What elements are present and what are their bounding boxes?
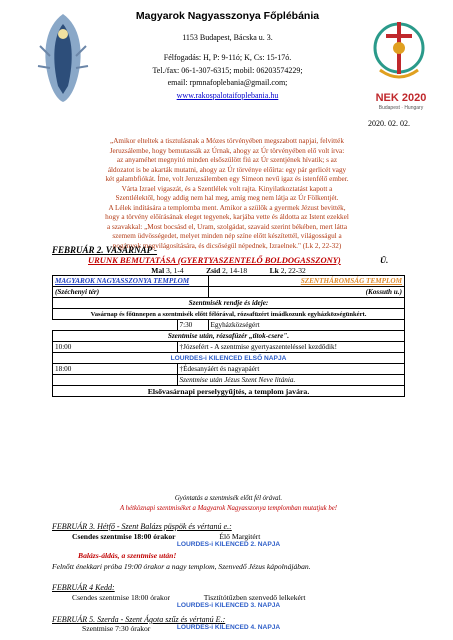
church-right-name: SZENTHÁROMSÁG TEMPLOM	[300, 277, 402, 285]
quote-line: pogányok megvilágosítására, és dicsőségül népednek, Izraelnek." (Lk 2, 22-32)	[112, 241, 342, 250]
day-mass: Szentmise 7:30 órakor	[82, 624, 151, 633]
sunday-feast: URUNK BEMUTATÁSA (GYERTYASZENTELŐ BOLDOGASSZONY)	[88, 255, 341, 265]
parish-logo	[28, 6, 98, 106]
mass-intention: Egyházközségért	[208, 320, 405, 331]
reading-ref: 2, 14-18	[222, 266, 248, 275]
quote-line: hogy a törvény előírásának eleget tegyenek, karjába vette és áldotta az Istent ezekkel	[105, 213, 349, 221]
contact-block	[100, 52, 355, 102]
lourdes-novena: LOURDES-i KILENCED ELSŐ NAPJA	[53, 353, 405, 364]
reading-ref: 2, 22-32	[280, 266, 306, 275]
sunday-heading: FEBRUÁR 2. VASÁRNAP -	[52, 245, 158, 255]
quote-line: a szavakkal: „Most bocsásd el, Uram, szolgádat, szavaid szerint békében, mert látta	[106, 222, 348, 231]
broadcast-footer: A hétköznapi szentmiséket a Magyarok Nagyasszonya templomban mutatjuk be!	[119, 505, 338, 512]
mass-time: 10:00	[53, 342, 178, 353]
issue-date: 2020. 02. 02.	[368, 119, 410, 128]
lourdes-novena: LOURDES-i KILENCED 2. NAPJA	[176, 541, 281, 548]
phone-line: Tel./fax: 06-1-307-6315; mobil: 06203574229;	[152, 65, 303, 75]
table-row	[53, 342, 405, 353]
office-hours: Félfogadás: H, P: 9-11ó; K, Cs: 15-17ó.	[163, 53, 292, 62]
sunday-feast-suffix: Ü.	[380, 255, 389, 265]
mass-intention: †Édesanyáért és nagyapáért	[177, 364, 405, 375]
lourdes-novena: LOURDES-i KILENCED 3. NAPJA	[176, 602, 281, 609]
quote-line: „Amikor elteltek a tisztulásnak a Mózes törvényében megszabott napjai, felvitték	[110, 137, 344, 145]
quote-line: Jeruzsálembe, hogy bemutassák az Úrnak, ahogy az Úr törvényében elő volt írva:	[109, 146, 345, 155]
reading-label: Mal	[151, 266, 165, 275]
litany-note: Szentmise után Jézus Szent Neve litánia.	[177, 375, 405, 386]
rosary-note: Szentmise után, rózsafüzér „titok-csere".	[53, 331, 405, 342]
nek-logo-subtext: Budapest · Hungary	[378, 105, 424, 111]
gospel-quote	[48, 137, 406, 251]
table-row	[53, 309, 405, 320]
lourdes-novena: LOURDES-i KILENCED 4. NAPJA	[176, 624, 281, 631]
church-left-name: MAGYAROK NAGYASSZONYA TEMPLOM	[55, 277, 190, 285]
nek-logo-text: NEK 2020	[375, 92, 427, 104]
day-monday	[52, 522, 405, 571]
blessing-note: Balázs-áldás, a szentmise után!	[78, 551, 177, 560]
day-mass: Csendes szentmise 18:00 órakor	[72, 593, 171, 602]
quote-line: az anyaméhet megnyitó minden elsőszülött fiú az Úr szentjének hívatik; s az	[116, 156, 338, 164]
day-intention: Élő Margitért	[219, 532, 261, 541]
table-row	[53, 386, 405, 397]
reading-ref: 3, 1-4	[166, 266, 184, 275]
quote-line: két galambfiókát. Íme, volt Jeruzsálemben egy Simeon nevű igaz és istenfélő ember.	[105, 175, 349, 183]
day-tuesday	[52, 583, 405, 609]
table-row	[53, 375, 405, 386]
day-intention: Tisztítótűzben szenvedő lelkekért	[203, 593, 306, 602]
confession-note: Vasárnap és főünnepen a szentmisék előtt félórával, rózsafüzért imádkozunk egyházközségünkért.	[53, 309, 405, 320]
quote-line: Várta Izrael vigaszát, és a Szentlélek volt rajta. Kinyilatkoztatást kapott a	[121, 184, 333, 193]
sunday-readings	[52, 266, 405, 275]
quote-line: Szentlélektől, hogy addig nem hal meg, amíg meg nem látja az Úr Fölkentjét.	[115, 194, 339, 202]
choir-note: Felnőtt énekkari próba 19:00 órakor a nagy templom, Szenvedő Jézus kápolnájában.	[52, 562, 311, 571]
nek-logo	[360, 14, 438, 100]
church-left-cell	[53, 276, 209, 287]
day-mass: Csendes szentmise 18:00 órakor	[72, 532, 176, 541]
table-row	[53, 320, 405, 331]
church-left-location: (Széchenyi tér)	[53, 287, 209, 298]
mass-time: 7:30	[177, 320, 208, 331]
day-heading: FEBRUÁR 3. Hétfő - Szent Balázs püspök és vértanú e.:	[52, 522, 232, 531]
mass-intention: †Józsefért - A szentmise gyertyaszenteléssel kezdődik!	[177, 342, 405, 353]
confession-footer: Gyóntatás a szentmisék előtt fél órával.	[174, 495, 283, 502]
quote-line: szemem üdvösségedet, melyet minden nép színe előtt készítettél, világosságul a	[112, 232, 342, 240]
table-row	[53, 331, 405, 342]
mass-time: 18:00	[53, 364, 178, 375]
order-title: Szentmisék rendje és ideje:	[53, 298, 405, 309]
table-row	[53, 298, 405, 309]
collection-note: Elsővasárnapi perselygyűjtés, a templom javára.	[53, 386, 405, 397]
church-right-cell	[208, 276, 405, 287]
parish-title: Magyarok Nagyasszonya Főplébánia	[135, 10, 320, 22]
church-right-location: (Kossuth u.)	[208, 287, 405, 298]
day-heading: FEBRUÁR 4 Kedd:	[52, 583, 115, 592]
table-row	[53, 364, 405, 375]
table-row	[53, 276, 405, 287]
quote-line: áldozatot is be akarták mutatni, ahogy az Úr törvénye előírta: egy pár gerlicét vagy	[107, 165, 347, 174]
reading-label: Zsid	[206, 266, 221, 275]
day-heading: FEBRUÁR 5. Szerda - Szent Ágota szűz és vértanú E.:	[52, 615, 226, 624]
email-line: email: rpmnafoplebania@gmail.com;	[167, 78, 288, 87]
website-link[interactable]: www.rakospalotaifoplebania.hu	[176, 90, 279, 100]
table-row	[53, 353, 405, 364]
reading-label: Lk	[269, 266, 279, 275]
table-row	[53, 287, 405, 298]
day-wednesday	[52, 615, 405, 631]
mass-schedule-table	[52, 275, 405, 397]
parish-address: 1153 Budapest, Bácska u. 3.	[182, 33, 273, 42]
quote-line: A Lélek indítására a templomba ment. Amikor a szülők a gyermek Jézust bevitték,	[108, 203, 346, 212]
